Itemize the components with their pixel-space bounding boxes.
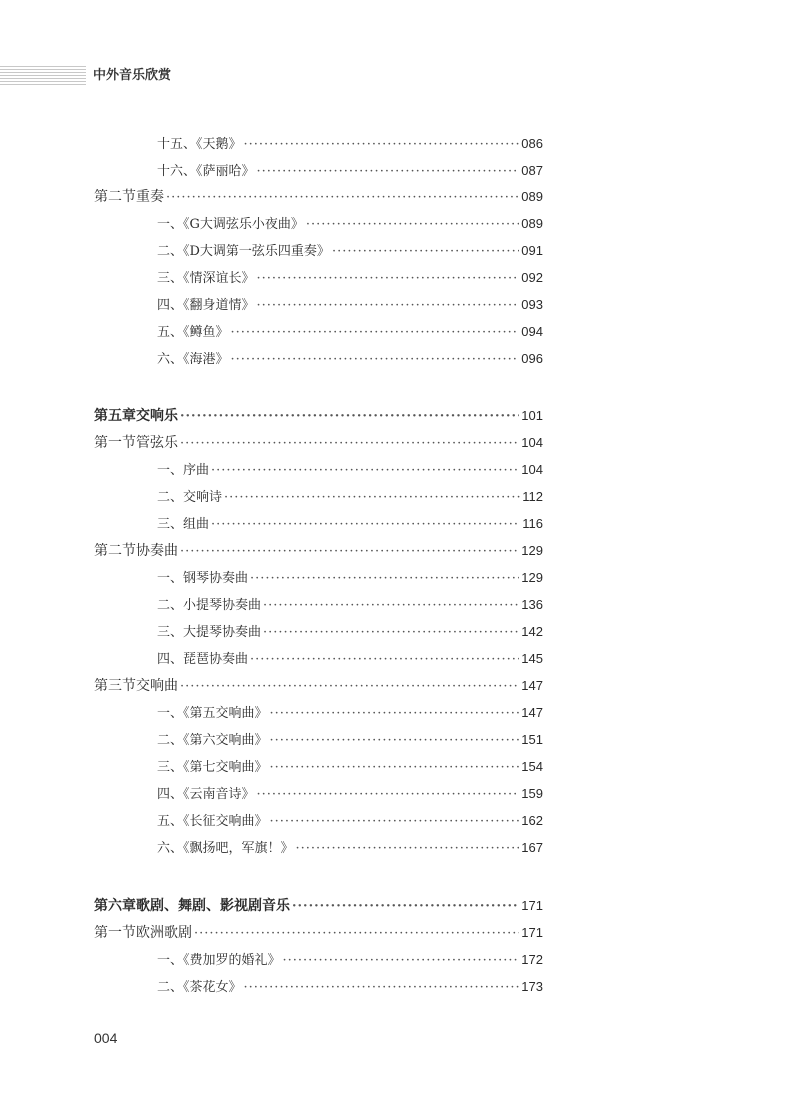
toc-entry-page: 147 [521, 705, 543, 720]
dot-leader [231, 322, 520, 344]
toc-entry-page: 147 [521, 678, 543, 693]
toc-entry-page: 101 [521, 408, 543, 423]
toc-item-entry [157, 267, 543, 289]
toc-entry-page: 086 [521, 136, 543, 151]
dot-leader [194, 923, 519, 945]
toc-item-entry [157, 321, 543, 343]
dot-leader [211, 460, 519, 482]
toc-entry-page: 112 [522, 489, 543, 504]
dot-leader [257, 784, 520, 806]
toc-entry-title: 二、交响诗 [157, 490, 223, 505]
dot-leader [244, 134, 520, 156]
toc-entry-title: 二、小提琴协奏曲 [157, 598, 262, 613]
toc-entry-page: 167 [521, 840, 543, 855]
toc-entry-title: 一、《第五交响曲》 [157, 706, 268, 721]
dot-leader [270, 811, 520, 833]
dot-leader [270, 703, 520, 725]
toc-item-entry [157, 648, 543, 670]
dot-leader [211, 514, 520, 536]
toc-entry-title: 二、《茶花女》 [157, 980, 242, 995]
header-decoration [0, 66, 86, 86]
toc-item-entry [157, 513, 543, 535]
toc-entry-title: 交响曲 [136, 678, 178, 694]
toc-item-entry [157, 240, 543, 262]
toc-entry-title: 三、大提琴协奏曲 [157, 625, 262, 640]
toc-entry-page: 093 [521, 297, 543, 312]
toc-section-entry [94, 186, 543, 208]
toc-item-entry [157, 756, 543, 778]
toc-section-entry [94, 922, 543, 944]
dot-leader [332, 241, 519, 263]
dot-leader [180, 676, 519, 698]
toc-entry-page: 129 [521, 570, 543, 585]
toc-entry-page: 172 [521, 952, 543, 967]
toc-entry-label: 第一节 [94, 435, 136, 451]
toc-entry-title: 一、钢琴协奏曲 [157, 571, 249, 586]
toc-section-entry [94, 675, 543, 697]
toc-entry-title: 一、《G大调弦乐小夜曲》 [157, 217, 304, 232]
page-number: 004 [94, 1030, 118, 1046]
toc-entry-title: 欧洲歌剧 [136, 925, 192, 941]
toc-chapter-entry [94, 895, 543, 917]
toc-entry-title: 协奏曲 [136, 543, 178, 559]
toc-entry-page: 136 [521, 597, 543, 612]
toc-entry-title: 三、《情深谊长》 [157, 271, 255, 286]
toc-entry-page: 171 [521, 925, 543, 940]
dot-leader [306, 214, 519, 236]
toc-entry-title: 一、《费加罗的婚礼》 [157, 953, 281, 968]
toc-entry-label: 第三节 [94, 678, 136, 694]
toc-entry-page: 154 [521, 759, 543, 774]
toc-section-entry [94, 432, 543, 454]
toc-entry-page: 104 [521, 462, 543, 477]
toc-entry-title: 五、《鳟鱼》 [157, 325, 229, 340]
toc-entry-title: 二、《D大调第一弦乐四重奏》 [157, 244, 330, 259]
toc-entry-page: 145 [521, 651, 543, 666]
toc-entry-title: 六、《海港》 [157, 352, 229, 367]
dot-leader [283, 950, 520, 972]
dot-leader [231, 349, 520, 371]
toc-item-entry [157, 348, 543, 370]
toc-entry-label: 第二节 [94, 543, 136, 559]
toc-entry-page: 151 [521, 732, 543, 747]
dot-leader [224, 487, 520, 509]
toc-item-entry [157, 567, 543, 589]
toc-entry-title: 五、《长征交响曲》 [157, 814, 268, 829]
toc-entry-page: 142 [521, 624, 543, 639]
toc-item-entry [157, 783, 543, 805]
toc-entry-page: 096 [521, 351, 543, 366]
toc-item-entry [157, 133, 543, 155]
toc-entry-page: 089 [521, 216, 543, 231]
toc-entry-title: 一、序曲 [157, 463, 210, 478]
dot-leader [180, 541, 519, 563]
toc-entry-title: 六、《飘扬吧，军旗！》 [157, 841, 294, 856]
toc-item-entry [157, 837, 543, 859]
toc-entry-page: 094 [521, 324, 543, 339]
toc-entry-page: 104 [521, 435, 543, 450]
dot-leader [263, 622, 519, 644]
dot-leader [296, 838, 520, 860]
toc-item-entry [157, 621, 543, 643]
toc-entry-page: 162 [521, 813, 543, 828]
toc-entry-page: 092 [521, 270, 543, 285]
toc-entry-page: 171 [521, 898, 543, 913]
toc-item-entry [157, 810, 543, 832]
toc-entry-title: 交响乐 [136, 408, 178, 424]
dot-leader [166, 187, 519, 209]
dot-leader [257, 161, 520, 183]
toc-item-entry [157, 486, 543, 508]
toc-entry-label: 第五章 [94, 408, 136, 424]
toc-item-entry [157, 976, 543, 998]
toc-entry-title: 十五、《天鹅》 [157, 137, 242, 152]
toc-entry-page: 159 [521, 786, 543, 801]
dot-leader [292, 896, 519, 918]
toc-entry-title: 三、《第七交响曲》 [157, 760, 268, 775]
toc-item-entry [157, 729, 543, 751]
toc-entry-title: 四、《翻身道情》 [157, 298, 255, 313]
toc-chapter-entry [94, 405, 543, 427]
toc-entry-title: 四、《云南音诗》 [157, 787, 255, 802]
dot-leader [180, 433, 519, 455]
dot-leader [270, 730, 520, 752]
toc-entry-title: 管弦乐 [136, 435, 178, 451]
toc-item-entry [157, 160, 543, 182]
toc-entry-page: 173 [521, 979, 543, 994]
toc-entry-label: 第一节 [94, 925, 136, 941]
toc-entry-title: 三、组曲 [157, 517, 210, 532]
toc-entry-title: 歌剧、舞剧、影视剧音乐 [136, 898, 290, 914]
dot-leader [250, 649, 519, 671]
dot-leader [270, 757, 520, 779]
dot-leader [250, 568, 519, 590]
toc-item-entry [157, 459, 543, 481]
toc-item-entry [157, 702, 543, 724]
dot-leader [257, 268, 520, 290]
dot-leader [180, 406, 519, 428]
toc-item-entry [157, 949, 543, 971]
toc-entry-label: 第二节 [94, 189, 136, 205]
toc-item-entry [157, 294, 543, 316]
dot-leader [257, 295, 520, 317]
toc-entry-page: 116 [522, 516, 543, 531]
toc-entry-page: 129 [521, 543, 543, 558]
running-header-title: 中外音乐欣赏 [93, 68, 172, 83]
toc-item-entry [157, 213, 543, 235]
toc-entry-page: 087 [521, 163, 543, 178]
toc-entry-title: 二、《第六交响曲》 [157, 733, 268, 748]
dot-leader [263, 595, 519, 617]
toc-entry-title: 四、琵琶协奏曲 [157, 652, 249, 667]
toc-entry-label: 第六章 [94, 898, 136, 914]
dot-leader [244, 977, 520, 999]
toc-item-entry [157, 594, 543, 616]
toc-entry-page: 091 [521, 243, 543, 258]
toc-entry-page: 089 [521, 189, 543, 204]
toc-entry-title: 重奏 [136, 189, 164, 205]
toc-entry-title: 十六、《萨丽哈》 [157, 164, 255, 179]
toc-section-entry [94, 540, 543, 562]
